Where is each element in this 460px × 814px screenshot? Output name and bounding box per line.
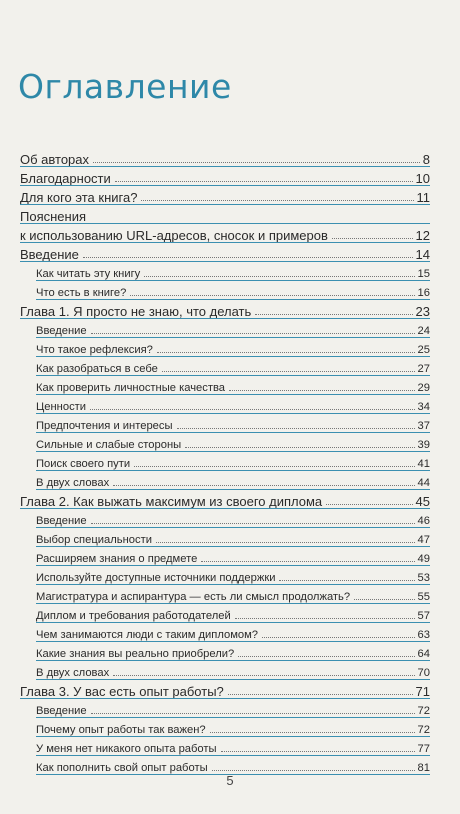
toc-page-number: 53 <box>417 571 430 584</box>
toc-page-number: 45 <box>415 494 430 509</box>
toc-entry <box>20 685 430 698</box>
toc-page-number: 39 <box>417 438 430 451</box>
dot-leader <box>134 466 414 467</box>
toc-entry <box>20 402 430 413</box>
dot-leader <box>83 257 413 258</box>
toc-entry <box>20 535 430 546</box>
toc-page-number: 72 <box>417 723 430 736</box>
toc-page-number: 49 <box>417 552 430 565</box>
toc-page-number: 25 <box>417 343 430 356</box>
toc-entry-label: к использованию URL-адресов, сносок и примеров <box>20 228 328 243</box>
toc-entry <box>20 554 430 565</box>
toc-page-number: 77 <box>417 742 430 755</box>
toc-entry <box>20 495 430 508</box>
toc-page-number: 55 <box>417 590 430 603</box>
toc-entry <box>20 364 430 375</box>
dot-leader <box>210 732 415 733</box>
toc-entry <box>20 345 430 356</box>
toc-entry-label: Глава 3. У вас есть опыт работы? <box>20 684 224 699</box>
toc-page-number: 15 <box>417 267 430 280</box>
toc-entry <box>20 229 430 242</box>
toc-section-row <box>20 585 430 604</box>
toc-entry-label: Выбор специальности <box>36 533 152 546</box>
toc-chapter-row <box>20 490 430 509</box>
toc-entry <box>20 459 430 470</box>
toc-entry <box>20 592 430 603</box>
toc-page-number: 10 <box>415 171 430 186</box>
toc-section-row <box>20 414 430 433</box>
toc-chapter-row <box>20 148 430 167</box>
dot-leader <box>156 542 415 543</box>
toc-chapter-row <box>20 224 430 243</box>
toc-page-number: 71 <box>415 684 430 699</box>
toc-section-row <box>20 509 430 528</box>
dot-leader <box>279 580 414 581</box>
toc-entry <box>20 725 430 736</box>
dot-leader <box>235 618 415 619</box>
dot-leader <box>113 675 414 676</box>
toc-entry <box>20 172 430 185</box>
toc-section-row <box>20 452 430 471</box>
toc-entry-label: Ценности <box>36 400 87 413</box>
toc-entry <box>20 305 430 318</box>
toc-section-row <box>20 338 430 357</box>
toc-entry-label: Расширяем знания о предмете <box>36 552 198 565</box>
dot-leader <box>238 656 414 657</box>
toc-entry <box>20 573 430 584</box>
toc-entry-label: Используйте доступные источники поддержки <box>36 571 276 584</box>
toc-entry-label: Что такое рефлексия? <box>36 343 153 356</box>
toc-entry-label: Пояснения <box>20 209 87 224</box>
toc-section-row <box>20 319 430 338</box>
toc-chapter-row <box>20 167 430 186</box>
toc-entry <box>20 153 430 166</box>
toc-entry-label: В двух словах <box>36 476 110 489</box>
toc-chapter-row <box>20 300 430 319</box>
toc-page-number: 81 <box>417 761 430 774</box>
toc-entry-label: Поиск своего пути <box>36 457 131 470</box>
toc-chapter-row <box>20 186 430 205</box>
toc-entry-label: Благодарности <box>20 171 111 186</box>
toc-entry <box>20 630 430 641</box>
dot-leader <box>262 637 415 638</box>
toc-page-number: 12 <box>415 228 430 243</box>
toc-entry <box>20 421 430 432</box>
toc-entry-label: Об авторах <box>20 152 90 167</box>
dot-leader <box>326 504 412 505</box>
toc-section-row <box>20 281 430 300</box>
toc-entry-label: Глава 2. Как выжать максимум из своего диплома <box>20 494 323 509</box>
toc-entry-label: Введение <box>36 324 87 337</box>
toc-entry <box>20 516 430 527</box>
dot-leader <box>91 523 415 524</box>
dot-leader <box>91 713 415 714</box>
toc-page-number: 72 <box>417 704 430 717</box>
dot-leader <box>90 409 415 410</box>
toc-page-number: 44 <box>417 476 430 489</box>
dot-leader <box>113 485 414 486</box>
toc-entry-label: Почему опыт работы так важен? <box>36 723 206 736</box>
toc-page-number: 29 <box>417 381 430 394</box>
toc-page-number: 14 <box>415 247 430 262</box>
dot-leader <box>228 694 413 695</box>
dot-leader <box>354 599 414 600</box>
toc-page-number: 64 <box>417 647 430 660</box>
toc-entry <box>20 210 430 223</box>
dot-leader <box>332 238 413 239</box>
toc-entry <box>20 611 430 622</box>
dot-leader <box>255 314 412 315</box>
toc-page-number: 47 <box>417 533 430 546</box>
dot-leader <box>221 751 415 752</box>
toc-page-number: 37 <box>417 419 430 432</box>
toc-entry <box>20 383 430 394</box>
toc-entry-label: Магистратура и аспирантура — есть ли смысл продолжать? <box>36 590 351 603</box>
toc-entry <box>20 326 430 337</box>
toc-section-row <box>20 357 430 376</box>
toc-section-row <box>20 661 430 680</box>
toc-section-row <box>20 376 430 395</box>
toc-entry-label: Как проверить личностные качества <box>36 381 226 394</box>
toc-page-number: 8 <box>422 152 430 167</box>
toc-entry <box>20 248 430 261</box>
dot-leader <box>144 276 414 277</box>
toc-entry-label: Введение <box>20 247 79 262</box>
toc-section-row <box>20 737 430 756</box>
dot-leader <box>229 390 415 391</box>
toc-section-row <box>20 604 430 623</box>
toc-entry-label: Для кого эта книга? <box>20 190 138 205</box>
toc-page-number: 16 <box>417 286 430 299</box>
toc-chapter-row <box>20 680 430 699</box>
toc-entry-label: Введение <box>36 704 87 717</box>
toc-section-row <box>20 718 430 737</box>
toc-page-number: 57 <box>417 609 430 622</box>
page-number: 5 <box>226 773 234 788</box>
toc-entry-label: Как разобраться в себе <box>36 362 158 375</box>
toc-entry <box>20 668 430 679</box>
toc-chapter-row <box>20 205 430 224</box>
dot-leader <box>177 428 415 429</box>
toc-page-number: 23 <box>415 304 430 319</box>
toc-entry-label: Что есть в книге? <box>36 286 127 299</box>
toc-page-number: 34 <box>417 400 430 413</box>
dot-leader <box>162 371 415 372</box>
toc-section-row <box>20 471 430 490</box>
toc-page-number: 46 <box>417 514 430 527</box>
toc-section-row <box>20 528 430 547</box>
dot-leader <box>185 447 414 448</box>
toc-entry-label: Какие знания вы реально приобрели? <box>36 647 235 660</box>
toc-section-row <box>20 433 430 452</box>
toc-section-row <box>20 623 430 642</box>
toc-page-number: 70 <box>417 666 430 679</box>
toc-page-number: 24 <box>417 324 430 337</box>
toc-entry <box>20 744 430 755</box>
toc-entry <box>20 269 430 280</box>
table-of-contents <box>20 148 430 775</box>
toc-entry-label: Предпочтения и интересы <box>36 419 173 432</box>
page-title: Оглавление <box>18 67 232 106</box>
toc-entry <box>20 288 430 299</box>
toc-entry <box>20 649 430 660</box>
toc-entry-label: Глава 1. Я просто не знаю, что делать <box>20 304 252 319</box>
toc-chapter-row <box>20 243 430 262</box>
dot-leader <box>93 162 420 163</box>
toc-entry-label: У меня нет никакого опыта работы <box>36 742 217 755</box>
dot-leader <box>201 561 414 562</box>
toc-entry-label: Сильные и слабые стороны <box>36 438 182 451</box>
toc-section-row <box>20 642 430 661</box>
dot-leader <box>141 200 413 201</box>
toc-page-number: 41 <box>417 457 430 470</box>
toc-entry-label: Чем занимаются люди с таким дипломом? <box>36 628 259 641</box>
dot-leader <box>212 770 415 771</box>
toc-entry <box>20 440 430 451</box>
dot-leader <box>157 352 415 353</box>
toc-entry-label: Диплом и требования работодателей <box>36 609 231 622</box>
toc-section-row <box>20 547 430 566</box>
toc-entry-label: Как пополнить свой опыт работы <box>36 761 208 774</box>
toc-section-row <box>20 395 430 414</box>
toc-entry <box>20 706 430 717</box>
toc-page-number: 11 <box>416 190 430 205</box>
toc-entry-label: Введение <box>36 514 87 527</box>
toc-entry-label: В двух словах <box>36 666 110 679</box>
toc-entry <box>20 191 430 204</box>
dot-leader <box>115 181 413 182</box>
toc-page-number: 63 <box>417 628 430 641</box>
toc-section-row <box>20 566 430 585</box>
dot-leader <box>130 295 414 296</box>
toc-entry-label: Как читать эту книгу <box>36 267 141 280</box>
toc-section-row <box>20 262 430 281</box>
toc-section-row <box>20 699 430 718</box>
toc-entry <box>20 478 430 489</box>
toc-page-number: 27 <box>417 362 430 375</box>
dot-leader <box>91 333 415 334</box>
